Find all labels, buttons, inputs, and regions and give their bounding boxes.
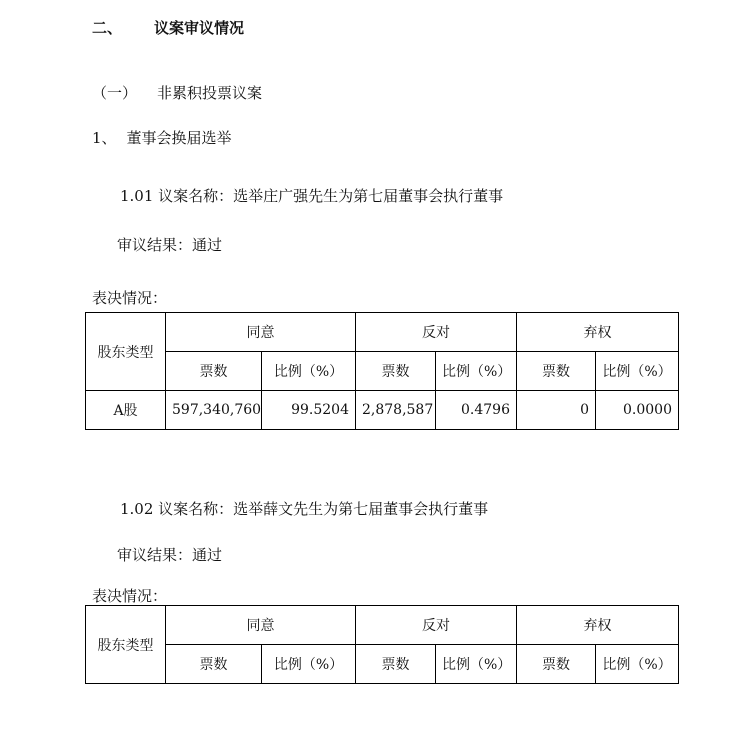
- subsection-title: 非累积投票议案: [157, 84, 263, 102]
- header-abstain-ratio: 比例（%）: [596, 352, 679, 391]
- header-agree: 同意: [166, 606, 356, 645]
- header-against-ratio: 比例（%）: [436, 352, 517, 391]
- proposal-2-vote-table: [85, 605, 679, 684]
- header-holder-type: 股东类型: [86, 606, 166, 684]
- header-against-votes: 票数: [356, 352, 436, 391]
- section-heading: [92, 17, 244, 38]
- proposal-2-vote-label: 表决情况：: [92, 587, 168, 605]
- section-title: 议案审议情况: [154, 19, 245, 37]
- proposal-1-vote-table: [85, 312, 679, 430]
- header-agree-votes: 票数: [166, 645, 262, 684]
- cell-type: A股: [86, 391, 166, 430]
- header-against-votes: 票数: [356, 645, 436, 684]
- header-abstain: 弃权: [517, 313, 679, 352]
- header-against: 反对: [356, 313, 517, 352]
- cell-against-ratio: 0.4796: [436, 391, 517, 430]
- header-agree-ratio: 比例（%）: [262, 645, 356, 684]
- proposal-2-result: 审议结果：通过: [117, 546, 223, 564]
- header-abstain: 弃权: [517, 606, 679, 645]
- subsection-number: （一）: [92, 84, 138, 102]
- table-subheader-row: [86, 352, 679, 391]
- header-abstain-votes: 票数: [517, 352, 596, 391]
- proposal-2-title: 1.02 议案名称：选举薛文先生为第七届董事会执行董事: [120, 500, 489, 518]
- table-subheader-row: [86, 645, 679, 684]
- section-number: 二、: [92, 19, 123, 37]
- header-abstain-votes: 票数: [517, 645, 596, 684]
- item-heading: [92, 127, 232, 148]
- table-row: [86, 391, 679, 430]
- cell-abstain-ratio: 0.0000: [596, 391, 679, 430]
- proposal-1-vote-label: 表决情况：: [92, 289, 168, 307]
- header-agree: 同意: [166, 313, 356, 352]
- table-header-row: [86, 313, 679, 352]
- cell-against-votes: 2,878,587: [356, 391, 436, 430]
- table-header-row: [86, 606, 679, 645]
- cell-agree-votes: 597,340,760: [166, 391, 262, 430]
- proposal-1-title: 1.01 议案名称：选举庄广强先生为第七届董事会执行董事: [120, 187, 504, 205]
- proposal-1-result: 审议结果：通过: [117, 236, 223, 254]
- header-holder-type: 股东类型: [86, 313, 166, 391]
- item-number: 1、: [92, 129, 117, 147]
- cell-abstain-votes: 0: [517, 391, 596, 430]
- header-agree-votes: 票数: [166, 352, 262, 391]
- item-title: 董事会换届选举: [126, 129, 232, 147]
- subsection-heading: [92, 82, 262, 103]
- header-agree-ratio: 比例（%）: [262, 352, 356, 391]
- header-abstain-ratio: 比例（%）: [596, 645, 679, 684]
- header-against: 反对: [356, 606, 517, 645]
- header-against-ratio: 比例（%）: [436, 645, 517, 684]
- cell-agree-ratio: 99.5204: [262, 391, 356, 430]
